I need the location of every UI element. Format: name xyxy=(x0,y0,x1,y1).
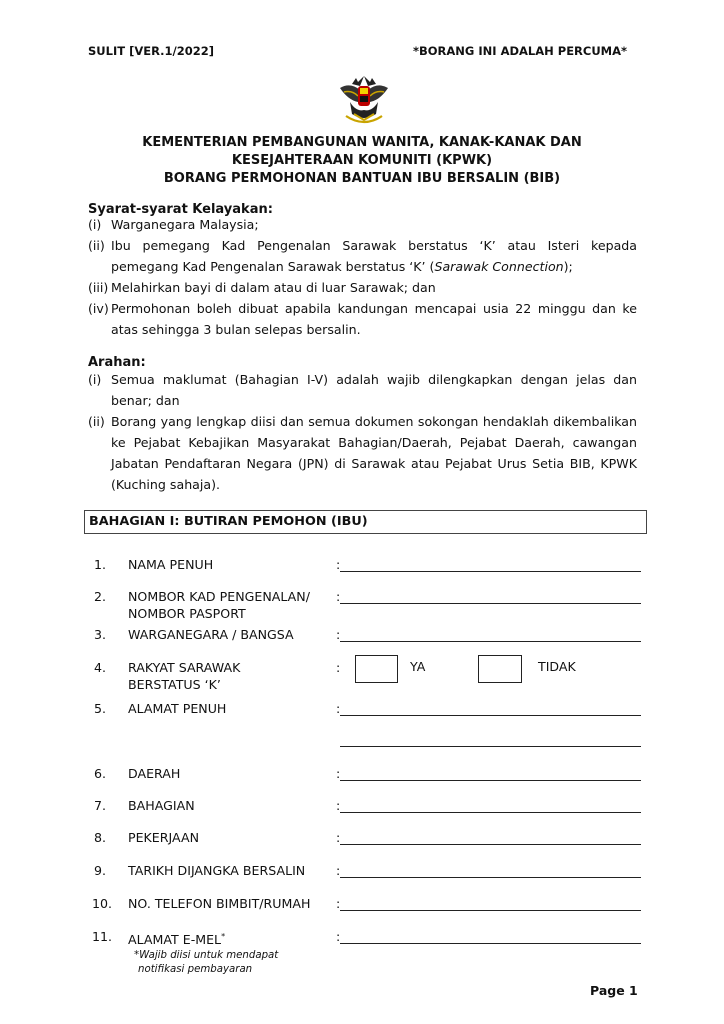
eligibility-heading: Syarat-syarat Kelayakan: xyxy=(88,202,273,217)
ministry-title-line2: KESEJAHTERAAN KOMUNITI (KPWK) xyxy=(231,153,493,168)
eligibility-num-4: (iv) xyxy=(88,301,109,316)
full-name-input-line[interactable] xyxy=(340,571,641,572)
section-header-part-1: BAHAGIAN I: BUTIRAN PEMOHON (IBU) xyxy=(84,510,647,534)
instruction-item-2: Borang yang lengkap diisi dan semua dokumen sokongan hendaklah dikembalikan ke Pejabat Kebajikan Masyarakat Bahagian/Daerah, Pejabat Daerah, cawangan Jabatan Pendaftaran Negara (JPN) di Sarawak atau Pejabat Urus Setia BIB, KPWK (Kuching sahaja). xyxy=(111,414,637,492)
instructions-heading: Arahan: xyxy=(88,355,146,370)
eligibility-item-4: Permohonan boleh dibuat apabila kandungan mencapai usia 22 minggu dan ke atas sehingga 3 bulan selepas bersalin. xyxy=(111,301,637,337)
occupation-input-line[interactable] xyxy=(340,844,641,845)
ministry-title: KEMENTERIAN PEMBANGUNAN WANITA, KANAK-KANAK DAN xyxy=(142,135,582,150)
instruction-num-2: (ii) xyxy=(88,414,105,429)
eligibility-num-1: (i) xyxy=(88,217,102,232)
district-input-line[interactable] xyxy=(340,780,641,781)
address-input-line-1[interactable] xyxy=(340,715,641,716)
eligibility-num-2: (ii) xyxy=(88,238,105,253)
ic-passport-input-line[interactable] xyxy=(340,603,641,604)
eligibility-num-3: (iii) xyxy=(88,280,109,295)
eligibility-item-1: Warganegara Malaysia; xyxy=(111,217,259,232)
free-form-notice: *BORANG INI ADALAH PERCUMA* xyxy=(413,44,628,58)
instruction-item-1: Semua maklumat (Bahagian I-V) adalah wajib dilengkapkan dengan jelas dan benar; dan xyxy=(111,372,637,408)
division-input-line[interactable] xyxy=(340,812,641,813)
citizenship-race-input-line[interactable] xyxy=(340,641,641,642)
address-input-line-2[interactable] xyxy=(340,746,641,747)
no-label: TIDAK xyxy=(538,659,576,674)
hornbill-crest-icon xyxy=(336,72,392,126)
form-title: BORANG PERMOHONAN BANTUAN IBU BERSALIN (BIB) xyxy=(163,171,561,186)
doc-code: SULIT [VER.1/2022] xyxy=(88,44,214,58)
coat-of-arms-emblem xyxy=(336,72,392,126)
no-checkbox[interactable] xyxy=(478,655,522,683)
delivery-date-input-line[interactable] xyxy=(340,877,641,878)
eligibility-item-3: Melahirkan bayi di dalam atau di luar Sarawak; dan xyxy=(111,280,436,295)
yes-label: YA xyxy=(410,659,426,674)
instruction-num-1: (i) xyxy=(88,372,102,387)
eligibility-item-2: Ibu pemegang Kad Pengenalan Sarawak berstatus ‘K’ atau Isteri kepada pemegang Kad Pengenalan Sarawak berstatus ‘K’ (Sarawak Connection); xyxy=(111,238,637,274)
yes-checkbox[interactable] xyxy=(355,655,398,683)
phone-input-line[interactable] xyxy=(340,910,641,911)
page-number: Page 1 xyxy=(590,983,638,998)
email-input-line[interactable] xyxy=(340,943,641,944)
email-note: *Wajib diisi untuk mendapat notifikasi pembayaran xyxy=(134,950,279,975)
